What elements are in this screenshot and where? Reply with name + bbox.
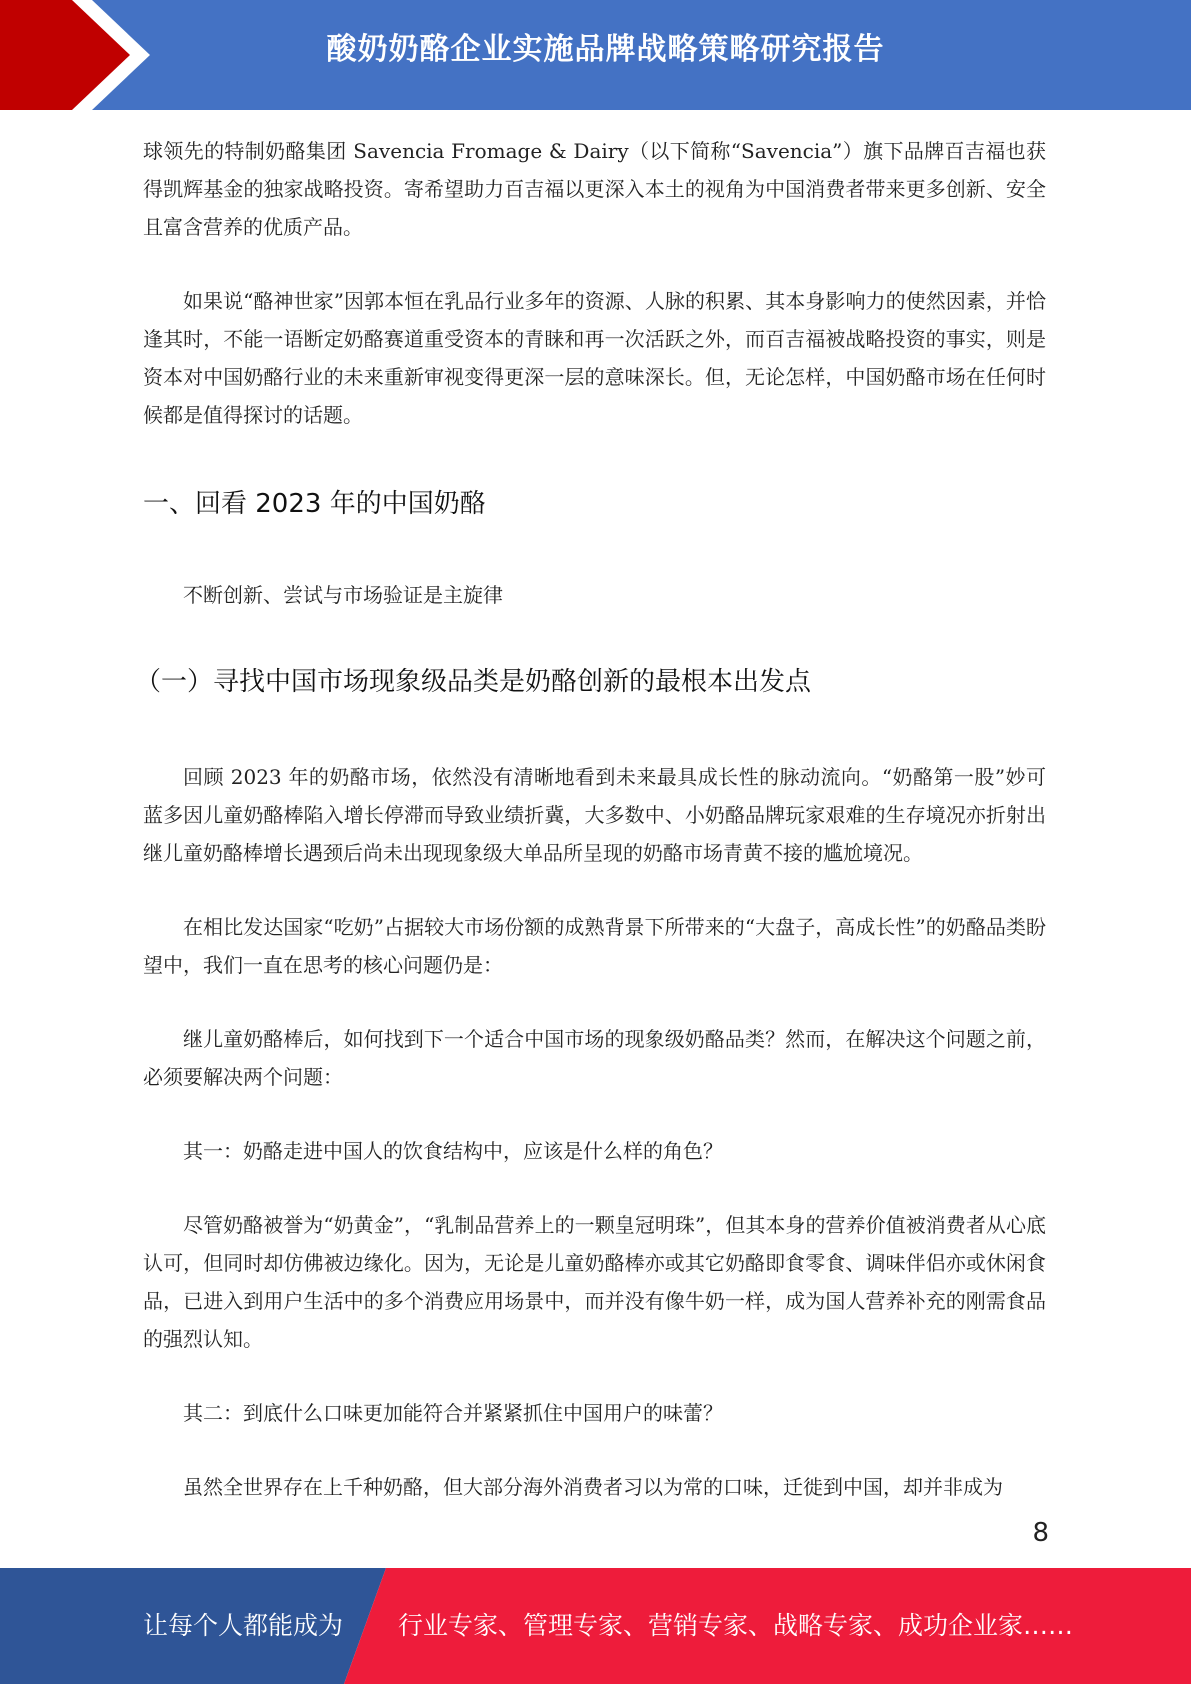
- paragraph-2: 如果说“酪神世家”因郭本恒在乳品行业多年的资源、人脉的积累、其本身影响力的使然因素，并恰逢其时，不能一语断定奶酪赛道重受资本的青睐和再一次活跃之外，而百吉福被战略投资的事实，则是资本对中国奶酪行业的未来重新审视变得更深一层的意味深长。但，无论怎样，中国奶酪市场在任何时候都是值得探讨的话题。: [143, 289, 1046, 427]
- section-heading-1: 一、回看 2023 年的中国奶酪: [143, 489, 486, 519]
- footer-banner: [0, 1568, 1191, 1684]
- paragraph-8: 其二：到底什么口味更加能符合并紧紧抓住中国用户的味蕾？: [183, 1401, 723, 1425]
- page-number: 8: [1032, 1518, 1049, 1548]
- page-content: [135, 132, 1046, 1506]
- report-title: 酸奶奶酪企业实施品牌战略策略研究报告: [326, 32, 885, 67]
- paragraph-6: 其一：奶酪走进中国人的饮食结构中，应该是什么样的角色？: [183, 1139, 723, 1163]
- header-banner: [0, 0, 1191, 110]
- paragraph-7: 尽管奶酪被誉为“奶黄金”，“乳制品营养上的一颗皇冠明珠”，但其本身的营养价值被消费者从心底认可，但同时却仿佛被边缘化。因为，无论是儿童奶酪棒亦或其它奶酪即食零食、调味伴侣亦或休闲食品，已进入到用户生活中的多个消费应用场景中，而并没有像牛奶一样，成为国人营养补充的刚需食品的强烈认知。: [143, 1213, 1046, 1351]
- footer-slogan-left: 让每个人都能成为: [143, 1611, 344, 1640]
- section-heading-2: （一）寻找中国市场现象级品类是奶酪创新的最根本出发点: [135, 667, 812, 697]
- paragraph-5: 继儿童奶酪棒后，如何找到下一个适合中国市场的现象级奶酪品类？然而，在解决这个问题之前，必须要解决两个问题：: [143, 1027, 1046, 1089]
- paragraph-9: 虽然全世界存在上千种奶酪，但大部分海外消费者习以为常的口味，迁徙到中国，却并非成为: [183, 1475, 1003, 1499]
- paragraph-3: 回顾 2023 年的奶酪市场，依然没有清晰地看到未来最具成长性的脉动流向。“奶酪第一股”妙可蓝多因儿童奶酪棒陷入增长停滞而导致业绩折冀，大多数中、小奶酪品牌玩家艰难的生存境况亦折射出继儿童奶酪棒增长遇颈后尚未出现现象级大单品所呈现的奶酪市场青黄不接的尴尬境况。: [143, 765, 1046, 865]
- section-subheading: 不断创新、尝试与市场验证是主旋律: [183, 583, 503, 607]
- footer-slogan-right: 行业专家、管理专家、营销专家、战略专家、成功企业家……: [398, 1611, 1074, 1640]
- paragraph-4: 在相比发达国家“吃奶”占据较大市场份额的成熟背景下所带来的“大盘子，高成长性”的奶酪品类盼望中，我们一直在思考的核心问题仍是：: [143, 915, 1046, 977]
- paragraph-1: 球领先的特制奶酪集团 Savencia Fromage & Dairy（以下简称“Savencia”）旗下品牌百吉福也获得凯辉基金的独家战略投资。寄希望助力百吉福以更深入本土的视角为中国消费者带来更多创新、安全且富含营养的优质产品。: [143, 139, 1046, 239]
